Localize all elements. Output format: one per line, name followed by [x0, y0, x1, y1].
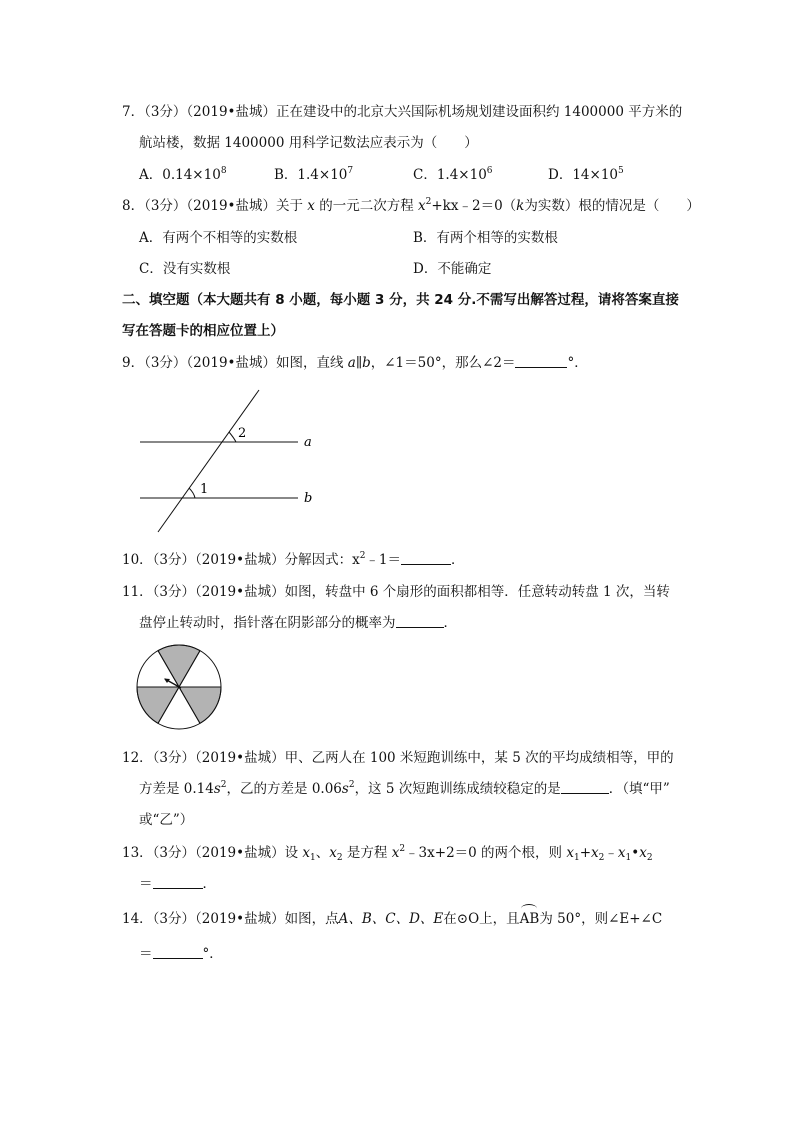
transversal-line: [158, 390, 259, 532]
q12-line1: 12．（3分）（2019•盐城）甲、乙两人在 100 米短跑训练中，某 5 次的平均成绩相等，甲的: [122, 750, 674, 766]
q13-stem: 13．（3分）（2019•盐城）设 $x_1$、$x_2$ 是方程 $x^2﹣3x+2=0$ 的两个根，则 $x_1+x_2﹣x_1•x_2$: [122, 844, 653, 863]
angle-2-arc: [229, 432, 236, 442]
q8-option-d[interactable]: D．不能确定: [413, 261, 492, 277]
q12-answer-blank[interactable]: [561, 780, 609, 794]
q10-stem: 10．（3分）（2019•盐城）分解因式：$x^2﹣1=$ ．: [122, 551, 465, 568]
q9-answer-blank[interactable]: [515, 354, 567, 368]
q11-answer-blank[interactable]: [396, 614, 444, 628]
q14-line2: ＝ °．: [139, 946, 223, 962]
q8-option-b[interactable]: B．有两个相等的实数根: [413, 230, 558, 246]
line-a-label: a: [304, 435, 312, 450]
angle-1-arc: [189, 488, 195, 498]
q10-answer-blank[interactable]: [401, 551, 451, 565]
spinner-sector-shaded-top: [158, 645, 200, 687]
q7-option-b[interactable]: B．$1.4\times 10^7$: [274, 166, 354, 183]
angle-2-label: 2: [238, 426, 247, 441]
section-heading-line2: 写在答题卡的相应位置上）: [122, 323, 284, 339]
q11-line1: 11．（3分）（2019•盐城）如图，转盘中 6 个扇形的面积都相等．任意转动转盘 1 次，当转: [122, 584, 670, 600]
q7-line1: 7．（3分）（2019•盐城）正在建设中的北京大兴国际机场规划建设面积约 1400000 平方米的: [122, 104, 683, 120]
q8-option-c[interactable]: C．没有实数根: [139, 261, 231, 277]
q7-option-d[interactable]: D．$14\times 10^5$: [548, 166, 624, 183]
spinner-sector-shaded-left: [137, 687, 179, 723]
q9-stem: 9．（3分）（2019•盐城）如图，直线 a∥b，∠1＝50°，那么∠2＝ °．: [122, 355, 588, 371]
q11-line2: 盘停止转动时，指针落在阴影部分的概率为 ．: [139, 615, 457, 631]
q7-option-a[interactable]: A．$0.14\times 10^8$: [139, 166, 227, 183]
q13-answer-blank[interactable]: [153, 875, 203, 889]
section-heading-line1: 二、填空题（本大题共有 8 小题，每小题 3 分，共 24 分.不需写出解答过程，请将答案直接: [122, 292, 679, 308]
arc-ab: AB: [520, 910, 540, 928]
spinner-sector-shaded-right: [179, 687, 221, 723]
line-b-label: b: [304, 491, 313, 506]
q12-line3: 或“乙”）: [139, 812, 194, 828]
q7-option-c[interactable]: C．$1.4\times 10^6$: [413, 166, 493, 183]
parallel-lines-figure: [128, 382, 328, 537]
angle-1-label: 1: [200, 482, 209, 497]
q12-line2: 方差是 $0.14s^2$，乙的方差是 $0.06s^2$，这 5 次短跑训练成绩较稳定的是 ．（填“甲”: [139, 780, 670, 797]
spinner-figure: [134, 644, 226, 732]
q8-stem: 8．（3分）（2019•盐城）关于 x 的一元二次方程 $x^2+kx﹣2=0(k$为实数）根的情况是（ ）: [122, 197, 700, 214]
q7-line2: 航站楼，数据 1400000 用科学记数法应表示为（ ）: [139, 135, 478, 151]
q14-answer-blank[interactable]: [153, 945, 203, 959]
q8-option-a[interactable]: A．有两个不相等的实数根: [139, 230, 298, 246]
q14-stem: 14．（3分）（2019•盐城）如图，点A、B、C、D、E在⊙O上，且 AB为 50°，则∠E+∠C: [122, 910, 662, 928]
q13-line2: ＝ ．: [139, 876, 216, 892]
